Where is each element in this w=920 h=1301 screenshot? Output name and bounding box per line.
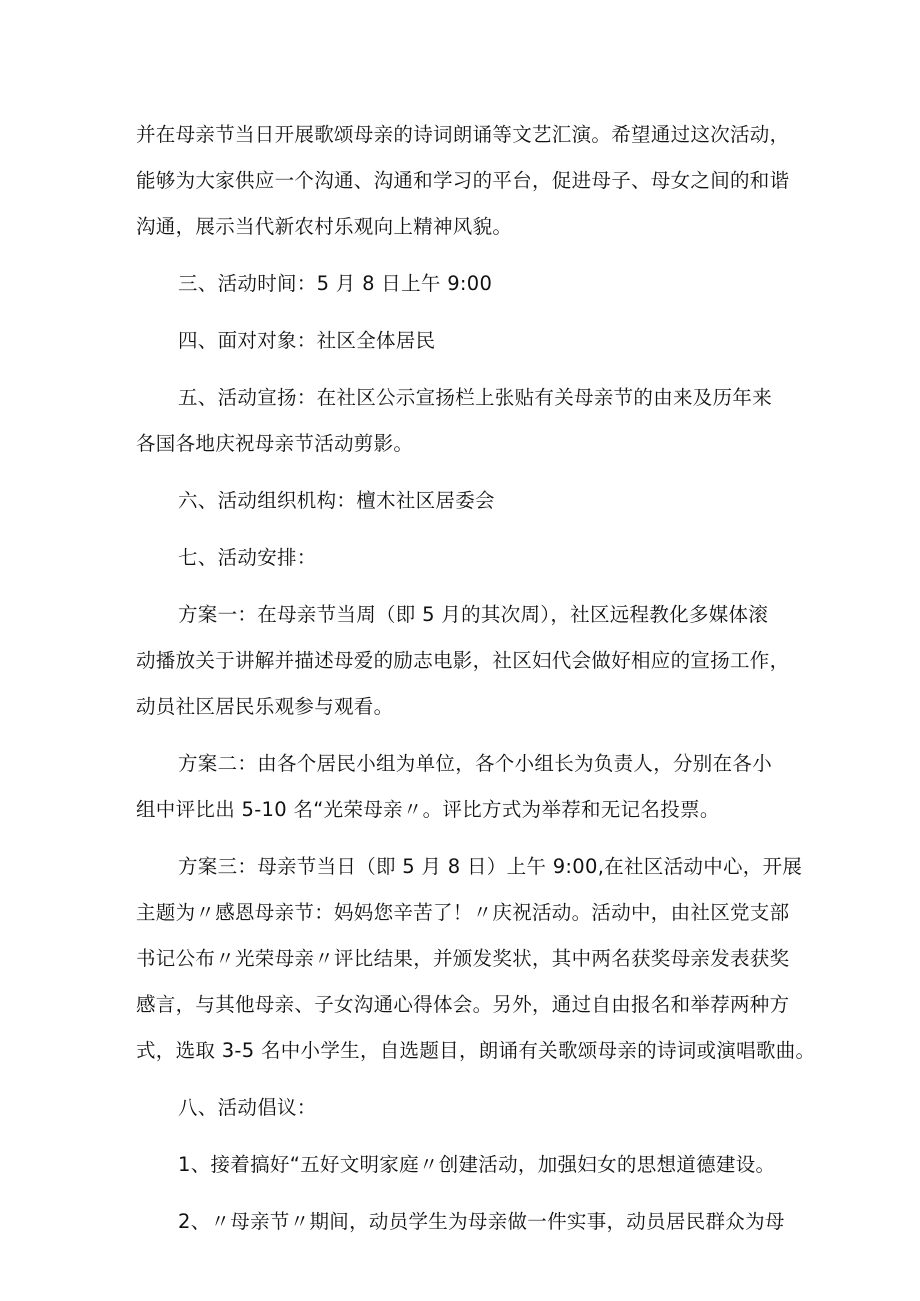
text-line: 三、活动时间：5 月 8 日上午 9:00	[178, 272, 493, 295]
text-line: 式，选取 3-5 名中小学生，自选题目，朗诵有关歌颂母亲的诗词或演唱歌曲。	[136, 1039, 816, 1062]
paragraph-plan-one	[136, 592, 816, 730]
paragraph-publicity	[136, 375, 816, 467]
paragraph-arrangement-heading	[136, 535, 816, 581]
text-line: 感言，与其他母亲、子女沟通心得体会。另外，通过自由报名和举荐两种方	[136, 993, 790, 1016]
text-line: 1、接着搞好“五好文明家庭〃创建活动，加强妇女的思想道德建设。	[178, 1153, 776, 1176]
text-line: 并在母亲节当日开展歌颂母亲的诗词朗诵等文艺汇演。希望通过这次活动，	[136, 123, 790, 146]
paragraph-initiative-heading	[136, 1085, 816, 1131]
text-line: 五、活动宣扬：在社区公示宣扬栏上张贴有关母亲节的由来及历年来	[178, 386, 773, 409]
text-line: 2、〃母亲节〃期间，动员学生为母亲做一件实事，动员居民群众为母	[178, 1210, 785, 1233]
text-line: 书记公布〃光荣母亲〃评比结果，并颁发奖状，其中两名获奖母亲发表获奖	[136, 947, 790, 970]
text-line: 四、面对对象：社区全体居民	[178, 329, 436, 352]
text-line: 动播放关于讲解并描述母爱的励志电影，社区妇代会做好相应的宣扬工作，	[136, 649, 790, 672]
text-line: 方案二：由各个居民小组为单位，各个小组长为负责人，分别在各小	[178, 752, 773, 775]
text-line: 主题为〃感恩母亲节：妈妈您辛苦了！〃庆祝活动。活动中，由社区党支部	[136, 901, 790, 924]
text-line: 六、活动组织机构：檀木社区居委会	[178, 489, 495, 512]
paragraph-initiative-two	[136, 1199, 816, 1245]
text-line: 能够为大家供应一个沟通、沟通和学习的平台，促进母子、母女之间的和谐	[136, 169, 790, 192]
paragraph-initiative-one	[136, 1142, 816, 1188]
text-line: 方案一：在母亲节当周（即 5 月的其次周），社区远程教化多媒体滚	[178, 603, 769, 626]
text-line: 八、活动倡议：	[178, 1096, 317, 1119]
text-line: 方案三：母亲节当日（即 5 月 8 日）上午 9:00,在社区活动中心，开展	[178, 855, 803, 878]
text-line: 动员社区居民乐观参与观看。	[136, 695, 394, 718]
paragraph-plan-three	[136, 844, 816, 1074]
text-line: 沟通，展示当代新农村乐观向上精神风貌。	[136, 215, 513, 238]
paragraph-activity-time	[136, 261, 816, 307]
text-line: 七、活动安排：	[178, 546, 317, 569]
paragraph-intro-continuation	[136, 112, 816, 250]
text-line: 组中评比出 5-10 名“光荣母亲〃。评比方式为举荐和无记名投票。	[136, 798, 720, 821]
paragraph-organizer	[136, 478, 816, 524]
text-line: 各国各地庆祝母亲节活动剪影。	[136, 432, 414, 455]
document-body	[136, 112, 816, 1256]
paragraph-target-audience	[136, 318, 816, 364]
paragraph-plan-two	[136, 741, 816, 833]
